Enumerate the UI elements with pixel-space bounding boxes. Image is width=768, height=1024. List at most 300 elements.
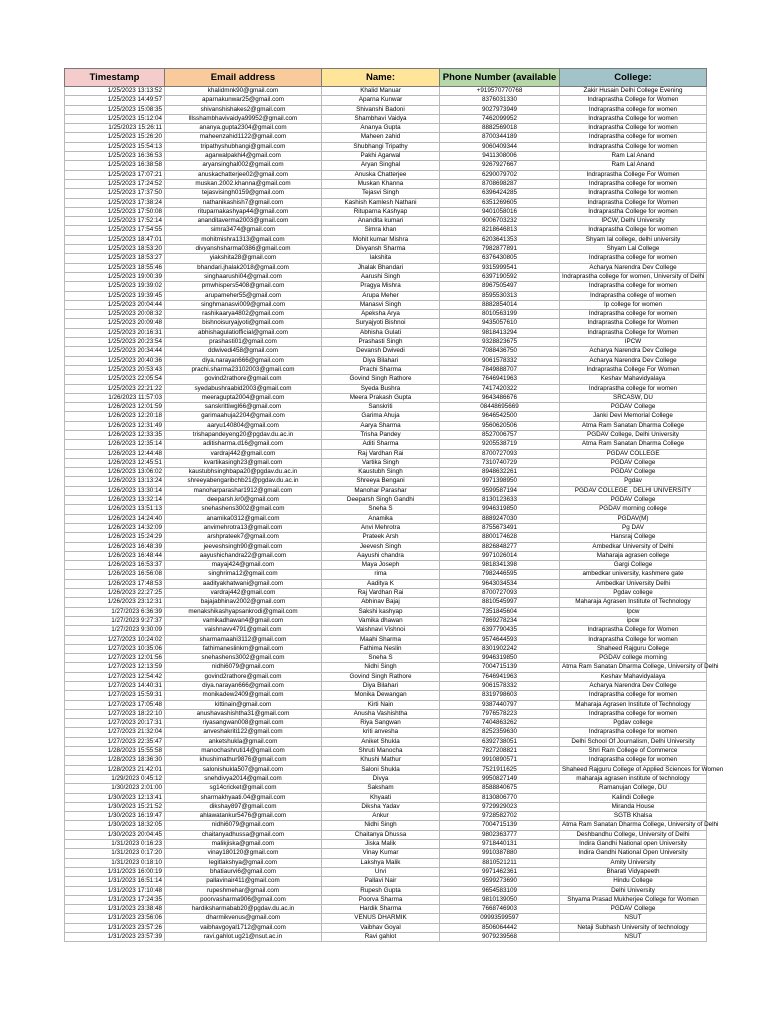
- phone-cell[interactable]: 8319798603: [440, 691, 560, 700]
- email-cell[interactable]: nidhi6079@gmail.com: [165, 663, 322, 672]
- column-header-email[interactable]: Email address: [165, 69, 322, 87]
- name-cell[interactable]: Meera Prakash Gupta: [322, 393, 440, 402]
- phone-cell[interactable]: 9971398950: [440, 477, 560, 486]
- college-cell[interactable]: NSUT: [560, 914, 707, 923]
- name-cell[interactable]: Ravi gahlot: [322, 933, 440, 942]
- phone-cell[interactable]: 9643034534: [440, 579, 560, 588]
- phone-cell[interactable]: 7982877891: [440, 245, 560, 254]
- email-cell[interactable]: ravi.gahlot.ug21@nsut.ac.in: [165, 933, 322, 942]
- name-cell[interactable]: Manohar Parashar: [322, 486, 440, 495]
- college-cell[interactable]: Indraprastha College for women: [560, 635, 707, 644]
- college-cell[interactable]: Indraprastha College for Women: [560, 626, 707, 635]
- phone-cell[interactable]: 8755673491: [440, 523, 560, 532]
- name-cell[interactable]: Urvi: [322, 867, 440, 876]
- name-cell[interactable]: Ananya Gupta: [322, 124, 440, 133]
- timestamp-cell[interactable]: 1/27/2023 15:59:31: [65, 691, 165, 700]
- name-cell[interactable]: Prachi Sharma: [322, 365, 440, 374]
- college-cell[interactable]: Indira Gandhi National open University: [560, 840, 707, 849]
- name-cell[interactable]: Anuska Chatterjee: [322, 170, 440, 179]
- timestamp-cell[interactable]: 1/25/2023 14:49:57: [65, 96, 165, 105]
- phone-cell[interactable]: 9060409344: [440, 142, 560, 151]
- college-cell[interactable]: Bharati Vidyapeeth: [560, 867, 707, 876]
- email-cell[interactable]: riyasangwan008@gmail.com: [165, 719, 322, 728]
- phone-cell[interactable]: 9818413294: [440, 328, 560, 337]
- name-cell[interactable]: Raj Vardhan Rai: [322, 589, 440, 598]
- phone-cell[interactable]: 6203641353: [440, 235, 560, 244]
- email-cell[interactable]: khalidmnk90@gmail.com: [165, 87, 322, 96]
- email-cell[interactable]: aaryu140804@gmail.com: [165, 421, 322, 430]
- phone-cell[interactable]: 9574644593: [440, 635, 560, 644]
- email-cell[interactable]: vinay180120@gmail.com: [165, 849, 322, 858]
- name-cell[interactable]: Garima Ahuja: [322, 412, 440, 421]
- timestamp-cell[interactable]: 1/31/2023 23:57:39: [65, 933, 165, 942]
- email-cell[interactable]: bhandari.jhalak2018@gmail.com: [165, 263, 322, 272]
- phone-cell[interactable]: 8800174628: [440, 533, 560, 542]
- phone-cell[interactable]: 8130123633: [440, 496, 560, 505]
- name-cell[interactable]: Aditi Sharma: [322, 440, 440, 449]
- phone-cell[interactable]: 7004715139: [440, 821, 560, 830]
- college-cell[interactable]: Indraprastha College for Women: [560, 328, 707, 337]
- email-cell[interactable]: singhrima12@gmail.com: [165, 570, 322, 579]
- email-cell[interactable]: monikadew2409@gmail.com: [165, 691, 322, 700]
- phone-cell[interactable]: 9910890571: [440, 756, 560, 765]
- phone-cell[interactable]: 7351845604: [440, 607, 560, 616]
- name-cell[interactable]: Suryajyoti Bishnoi: [322, 319, 440, 328]
- timestamp-cell[interactable]: 1/25/2023 20:04:44: [65, 300, 165, 309]
- phone-cell[interactable]: 8595530313: [440, 291, 560, 300]
- email-cell[interactable]: kvartikasingh23@gmail.com: [165, 458, 322, 467]
- email-cell[interactable]: sanskrittiwgl66@gmail.com: [165, 403, 322, 412]
- college-cell[interactable]: PGDAV College: [560, 458, 707, 467]
- timestamp-cell[interactable]: 1/26/2023 16:56:08: [65, 570, 165, 579]
- phone-cell[interactable]: 6397790435: [440, 626, 560, 635]
- phone-cell[interactable]: 9971462361: [440, 867, 560, 876]
- email-cell[interactable]: meeragupta2004@gmail.com: [165, 393, 322, 402]
- email-cell[interactable]: aryansinghal002@gmail.com: [165, 161, 322, 170]
- email-cell[interactable]: abhishagulatiofficial@gmail.com: [165, 328, 322, 337]
- college-cell[interactable]: Maharaja agrasen college: [560, 551, 707, 560]
- timestamp-cell[interactable]: 1/25/2023 18:47:01: [65, 235, 165, 244]
- email-cell[interactable]: singhmanasvi009@gmail.com: [165, 300, 322, 309]
- name-cell[interactable]: Anamika: [322, 514, 440, 523]
- email-cell[interactable]: govind2rathore@gmail.com: [165, 375, 322, 384]
- phone-cell[interactable]: 7310740729: [440, 458, 560, 467]
- phone-cell[interactable]: 9643486676: [440, 393, 560, 402]
- email-cell[interactable]: hardiksharmabab20@pgdav.du.ac.in: [165, 905, 322, 914]
- email-cell[interactable]: poorvasharma906@gmail.com: [165, 895, 322, 904]
- email-cell[interactable]: prashasti01@gmail.com: [165, 338, 322, 347]
- college-cell[interactable]: Keshav Mahavidyalaya: [560, 375, 707, 384]
- college-cell[interactable]: Indraprastha college for women: [560, 691, 707, 700]
- timestamp-cell[interactable]: 1/27/2023 6:36:39: [65, 607, 165, 616]
- timestamp-cell[interactable]: 1/25/2023 19:00:39: [65, 272, 165, 281]
- timestamp-cell[interactable]: 1/27/2023 22:35:47: [65, 737, 165, 746]
- college-cell[interactable]: PGDAV COLLEGE , DELHI UNIVERSITY: [560, 486, 707, 495]
- timestamp-cell[interactable]: 1/31/2023 0:16:23: [65, 840, 165, 849]
- timestamp-cell[interactable]: 1/27/2023 12:13:59: [65, 663, 165, 672]
- timestamp-cell[interactable]: 1/25/2023 20:16:31: [65, 328, 165, 337]
- email-cell[interactable]: rashikaarya4802@gmail.com: [165, 310, 322, 319]
- timestamp-cell[interactable]: 1/26/2023 22:27:25: [65, 589, 165, 598]
- phone-cell[interactable]: 9946319850: [440, 505, 560, 514]
- phone-cell[interactable]: 7521911625: [440, 765, 560, 774]
- college-cell[interactable]: Indraprastha College for women: [560, 124, 707, 133]
- email-cell[interactable]: arupameher55@gmail.com: [165, 291, 322, 300]
- name-cell[interactable]: Diya Bilahari: [322, 682, 440, 691]
- phone-cell[interactable]: 7646941963: [440, 375, 560, 384]
- phone-cell[interactable]: 8889247030: [440, 514, 560, 523]
- college-cell[interactable]: Indraprastha college for women: [560, 709, 707, 718]
- phone-cell[interactable]: 8588840675: [440, 784, 560, 793]
- name-cell[interactable]: Aarushi Singh: [322, 272, 440, 281]
- phone-cell[interactable]: 9027973949: [440, 105, 560, 114]
- name-cell[interactable]: Trisha Pandey: [322, 430, 440, 439]
- phone-cell[interactable]: 9006703232: [440, 217, 560, 226]
- timestamp-cell[interactable]: 1/31/2023 17:24:35: [65, 895, 165, 904]
- timestamp-cell[interactable]: 1/25/2023 19:39:02: [65, 282, 165, 291]
- email-cell[interactable]: kaustubhsinghbapa20@pgdav.du.ac.in: [165, 468, 322, 477]
- timestamp-cell[interactable]: 1/27/2023 14:40:31: [65, 682, 165, 691]
- college-cell[interactable]: Indraprastha College For Women: [560, 170, 707, 179]
- email-cell[interactable]: pmwhispers5408@gmail.com: [165, 282, 322, 291]
- phone-cell[interactable]: 7417420322: [440, 384, 560, 393]
- college-cell[interactable]: Ipcw: [560, 607, 707, 616]
- phone-cell[interactable]: 8506064442: [440, 923, 560, 932]
- timestamp-cell[interactable]: 1/27/2023 9:30:09: [65, 626, 165, 635]
- name-cell[interactable]: Shivanshi Badoni: [322, 105, 440, 114]
- timestamp-cell[interactable]: 1/26/2023 12:44:48: [65, 449, 165, 458]
- name-cell[interactable]: Diksha Yadav: [322, 802, 440, 811]
- phone-cell[interactable]: 8130806770: [440, 793, 560, 802]
- college-cell[interactable]: NSUT: [560, 933, 707, 942]
- phone-cell[interactable]: 8218646813: [440, 226, 560, 235]
- college-cell[interactable]: Gargi College: [560, 561, 707, 570]
- college-cell[interactable]: Indraprastha college for women, University of Delhi: [560, 272, 707, 281]
- email-cell[interactable]: legitlakshya@gmail.com: [165, 858, 322, 867]
- phone-cell[interactable]: 8010563199: [440, 310, 560, 319]
- name-cell[interactable]: Abhisha Gulati: [322, 328, 440, 337]
- name-cell[interactable]: Vaibhav Goyal: [322, 923, 440, 932]
- college-cell[interactable]: Indraprastha college for women: [560, 282, 707, 291]
- college-cell[interactable]: Indraprastha college for women: [560, 179, 707, 188]
- timestamp-cell[interactable]: 1/28/2023 15:55:58: [65, 747, 165, 756]
- name-cell[interactable]: Manasvi Singh: [322, 300, 440, 309]
- name-cell[interactable]: Khushi Mathur: [322, 756, 440, 765]
- phone-cell[interactable]: 8882569018: [440, 124, 560, 133]
- college-cell[interactable]: SRCASW, DU: [560, 393, 707, 402]
- email-cell[interactable]: garimaahuja2204@gmail.com: [165, 412, 322, 421]
- email-cell[interactable]: govind2rathore@gmail.com: [165, 672, 322, 681]
- timestamp-cell[interactable]: 1/31/2023 17:10:48: [65, 886, 165, 895]
- name-cell[interactable]: Anvi Mehrotra: [322, 523, 440, 532]
- name-cell[interactable]: Abhinav Bajaj: [322, 598, 440, 607]
- name-cell[interactable]: Sanskriti: [322, 403, 440, 412]
- timestamp-cell[interactable]: 1/25/2023 15:08:35: [65, 105, 165, 114]
- timestamp-cell[interactable]: 1/26/2023 12:01:59: [65, 403, 165, 412]
- email-cell[interactable]: simra3474@gmail.com: [165, 226, 322, 235]
- college-cell[interactable]: Indraprastha College for women: [560, 226, 707, 235]
- email-cell[interactable]: bajajabhinav2002@gmail.com: [165, 598, 322, 607]
- timestamp-cell[interactable]: 1/31/2023 16:00:19: [65, 867, 165, 876]
- email-cell[interactable]: sharmamaahi3112@gmail.com: [165, 635, 322, 644]
- college-cell[interactable]: Indraprastha College for Women: [560, 319, 707, 328]
- timestamp-cell[interactable]: 1/27/2023 17:05:48: [65, 700, 165, 709]
- name-cell[interactable]: kriti anvesha: [322, 728, 440, 737]
- email-cell[interactable]: mayaj424@gmail.com: [165, 561, 322, 570]
- timestamp-cell[interactable]: 1/25/2023 20:09:48: [65, 319, 165, 328]
- college-cell[interactable]: Hindu College: [560, 877, 707, 886]
- college-cell[interactable]: Indraprastha college of women: [560, 291, 707, 300]
- phone-cell[interactable]: 9946319850: [440, 654, 560, 663]
- email-cell[interactable]: muskan.2002.khanna@gmail.com: [165, 179, 322, 188]
- college-cell[interactable]: Shyam Lal College: [560, 245, 707, 254]
- college-cell[interactable]: Indraprastha College for Women: [560, 198, 707, 207]
- phone-cell[interactable]: 8527006757: [440, 430, 560, 439]
- name-cell[interactable]: Khyaati: [322, 793, 440, 802]
- college-cell[interactable]: Indraprastha College for women: [560, 189, 707, 198]
- college-cell[interactable]: Indraprastha College For Women: [560, 365, 707, 374]
- timestamp-cell[interactable]: 1/25/2023 17:54:55: [65, 226, 165, 235]
- timestamp-cell[interactable]: 1/31/2023 0:17:20: [65, 849, 165, 858]
- column-header-phone[interactable]: Phone Number (available: [440, 69, 560, 87]
- phone-cell[interactable]: 9910387880: [440, 849, 560, 858]
- phone-cell[interactable]: 9205538719: [440, 440, 560, 449]
- name-cell[interactable]: Maheen zahid: [322, 133, 440, 142]
- name-cell[interactable]: Kaustubh Singh: [322, 468, 440, 477]
- college-cell[interactable]: Ambedkar University Delhi: [560, 579, 707, 588]
- college-cell[interactable]: PGDAV College: [560, 468, 707, 477]
- email-cell[interactable]: ddwivedi458@gmail.com: [165, 347, 322, 356]
- timestamp-cell[interactable]: 1/27/2023 10:24:02: [65, 635, 165, 644]
- timestamp-cell[interactable]: 1/27/2023 12:01:56: [65, 654, 165, 663]
- phone-cell[interactable]: 9328823675: [440, 338, 560, 347]
- phone-cell[interactable]: 08448695669: [440, 403, 560, 412]
- email-cell[interactable]: khushimathur9876@gmail.com: [165, 756, 322, 765]
- timestamp-cell[interactable]: 1/26/2023 12:45:51: [65, 458, 165, 467]
- name-cell[interactable]: Devansh Dwivedi: [322, 347, 440, 356]
- name-cell[interactable]: Kirti Nain: [322, 700, 440, 709]
- phone-cell[interactable]: 6351269605: [440, 198, 560, 207]
- college-cell[interactable]: Atma Ram Sanatan Dharma College: [560, 440, 707, 449]
- college-cell[interactable]: Shyama Prasad Mukherjee College for Women: [560, 895, 707, 904]
- email-cell[interactable]: diya.narayan666@gmail.com: [165, 682, 322, 691]
- college-cell[interactable]: Indraprastha College for women: [560, 142, 707, 151]
- email-cell[interactable]: yiakshita28@gmail.com: [165, 254, 322, 263]
- timestamp-cell[interactable]: 1/26/2023 13:06:02: [65, 468, 165, 477]
- email-cell[interactable]: anvimehrotra13@gmail.com: [165, 523, 322, 532]
- college-cell[interactable]: Shri Ram College of Commerce: [560, 747, 707, 756]
- email-cell[interactable]: vamikadhawan4@gmail.com: [165, 616, 322, 625]
- timestamp-cell[interactable]: 1/26/2023 11:57:03: [65, 393, 165, 402]
- timestamp-cell[interactable]: 1/31/2023 23:57:26: [65, 923, 165, 932]
- name-cell[interactable]: Pragya Mishra: [322, 282, 440, 291]
- college-cell[interactable]: Atma Ram Sanatan Dharma College, University of Delhi: [560, 663, 707, 672]
- timestamp-cell[interactable]: 1/25/2023 22:21:22: [65, 384, 165, 393]
- name-cell[interactable]: Anandita kumari: [322, 217, 440, 226]
- name-cell[interactable]: Shubhangi Tripathy: [322, 142, 440, 151]
- name-cell[interactable]: Aryan Singhal: [322, 161, 440, 170]
- email-cell[interactable]: singhaarushi04@gmail.com: [165, 272, 322, 281]
- timestamp-cell[interactable]: 1/27/2023 21:32:04: [65, 728, 165, 737]
- name-cell[interactable]: Tejasvi Singh: [322, 189, 440, 198]
- timestamp-cell[interactable]: 1/25/2023 20:08:32: [65, 310, 165, 319]
- phone-cell[interactable]: 8700344189: [440, 133, 560, 142]
- name-cell[interactable]: Muskan Khanna: [322, 179, 440, 188]
- college-cell[interactable]: Maharaja Agrasen Institute of Technology: [560, 700, 707, 709]
- name-cell[interactable]: Fathima Neslin: [322, 644, 440, 653]
- timestamp-cell[interactable]: 1/25/2023 20:40:36: [65, 356, 165, 365]
- college-cell[interactable]: Ram Lal Anand: [560, 161, 707, 170]
- college-cell[interactable]: Maharaja Agrasen Institute of Technology: [560, 598, 707, 607]
- name-cell[interactable]: Hardik Sharma: [322, 905, 440, 914]
- phone-cell[interactable]: 6290079702: [440, 170, 560, 179]
- email-cell[interactable]: pallavinair411@gmail.com: [165, 877, 322, 886]
- email-cell[interactable]: kittinain@gmail.com: [165, 700, 322, 709]
- timestamp-cell[interactable]: 1/25/2023 15:54:13: [65, 142, 165, 151]
- email-cell[interactable]: tripathyshubhangi@gmail.com: [165, 142, 322, 151]
- timestamp-cell[interactable]: 1/25/2023 15:26:20: [65, 133, 165, 142]
- email-cell[interactable]: mohitmishra1313@gmail.com: [165, 235, 322, 244]
- phone-cell[interactable]: 9818341398: [440, 561, 560, 570]
- email-cell[interactable]: malikjiska@gmail.com: [165, 840, 322, 849]
- phone-cell[interactable]: 9718440131: [440, 840, 560, 849]
- email-cell[interactable]: chaitanyadhussa@gmail.com: [165, 830, 322, 839]
- name-cell[interactable]: Simra khan: [322, 226, 440, 235]
- name-cell[interactable]: Shruti Manocha: [322, 747, 440, 756]
- phone-cell[interactable]: 7976578223: [440, 709, 560, 718]
- name-cell[interactable]: Sneha S: [322, 505, 440, 514]
- college-cell[interactable]: Ip college for women: [560, 300, 707, 309]
- timestamp-cell[interactable]: 1/25/2023 17:07:21: [65, 170, 165, 179]
- timestamp-cell[interactable]: 1/30/2023 16:19:47: [65, 812, 165, 821]
- email-cell[interactable]: shivanshishakes2@gmail.com: [165, 105, 322, 114]
- college-cell[interactable]: Indraprastha college for women: [560, 310, 707, 319]
- email-cell[interactable]: prachi.sharma23102003@gmail.com: [165, 365, 322, 374]
- timestamp-cell[interactable]: 1/25/2023 19:39:45: [65, 291, 165, 300]
- timestamp-cell[interactable]: 1/28/2023 18:36:30: [65, 756, 165, 765]
- timestamp-cell[interactable]: 1/31/2023 23:56:06: [65, 914, 165, 923]
- college-cell[interactable]: PGDAV morning college: [560, 505, 707, 514]
- timestamp-cell[interactable]: 1/30/2023 2:01:00: [65, 784, 165, 793]
- college-cell[interactable]: PGDAV College: [560, 905, 707, 914]
- email-cell[interactable]: vaibhavgoyal1712@gmail.com: [165, 923, 322, 932]
- timestamp-cell[interactable]: 1/25/2023 17:52:14: [65, 217, 165, 226]
- college-cell[interactable]: Indraprastha college for women: [560, 384, 707, 393]
- email-cell[interactable]: agarwalpakhi4@gmail.com: [165, 152, 322, 161]
- college-cell[interactable]: Ambedkar University of Delhi: [560, 542, 707, 551]
- timestamp-cell[interactable]: 1/26/2023 13:32:14: [65, 496, 165, 505]
- name-cell[interactable]: Pallavi Nair: [322, 877, 440, 886]
- phone-cell[interactable]: 9728582702: [440, 812, 560, 821]
- name-cell[interactable]: Prateek Arsh: [322, 533, 440, 542]
- timestamp-cell[interactable]: 1/25/2023 18:53:27: [65, 254, 165, 263]
- email-cell[interactable]: deeparsh.kr0@gmail.com: [165, 496, 322, 505]
- phone-cell[interactable]: 7668746903: [440, 905, 560, 914]
- phone-cell[interactable]: 6392738051: [440, 737, 560, 746]
- name-cell[interactable]: Nidhi Singh: [322, 663, 440, 672]
- timestamp-cell[interactable]: 1/30/2023 20:04:45: [65, 830, 165, 839]
- phone-cell[interactable]: 8708698287: [440, 179, 560, 188]
- name-cell[interactable]: Divya: [322, 774, 440, 783]
- email-cell[interactable]: bhatiaurvi6@gmail.com: [165, 867, 322, 876]
- email-cell[interactable]: aparnakunwar25@gmail.com: [165, 96, 322, 105]
- timestamp-cell[interactable]: 1/25/2023 16:38:58: [65, 161, 165, 170]
- phone-cell[interactable]: 8810545997: [440, 598, 560, 607]
- email-cell[interactable]: diya.narayan666@gmail.com: [165, 356, 322, 365]
- name-cell[interactable]: Govind Singh Rathore: [322, 375, 440, 384]
- college-cell[interactable]: Acharya Narendra Dev College: [560, 347, 707, 356]
- college-cell[interactable]: Indraprastha college for women: [560, 105, 707, 114]
- name-cell[interactable]: Khalid Manuar: [322, 87, 440, 96]
- name-cell[interactable]: Jiska Malik: [322, 840, 440, 849]
- timestamp-cell[interactable]: 1/26/2023 14:24:40: [65, 514, 165, 523]
- email-cell[interactable]: anushavashishtha31@gmail.com: [165, 709, 322, 718]
- college-cell[interactable]: Indraprastha College for women: [560, 207, 707, 216]
- name-cell[interactable]: Raj Vardhan Rai: [322, 449, 440, 458]
- college-cell[interactable]: Atma Ram Sanatan Dharma College, University of Delhi: [560, 821, 707, 830]
- college-cell[interactable]: Miranda House: [560, 802, 707, 811]
- email-cell[interactable]: syedabushraabid2003@gmail.com: [165, 384, 322, 393]
- timestamp-cell[interactable]: 1/27/2023 20:17:31: [65, 719, 165, 728]
- college-cell[interactable]: Pgdav college: [560, 719, 707, 728]
- college-cell[interactable]: Hansraj College: [560, 533, 707, 542]
- phone-cell[interactable]: 9654583109: [440, 886, 560, 895]
- phone-cell[interactable]: 7982446595: [440, 570, 560, 579]
- phone-cell[interactable]: 7849888707: [440, 365, 560, 374]
- timestamp-cell[interactable]: 1/26/2023 13:30:14: [65, 486, 165, 495]
- name-cell[interactable]: Diya Bilahari: [322, 356, 440, 365]
- college-cell[interactable]: maharaja agrasen institute of technology: [560, 774, 707, 783]
- phone-cell[interactable]: 9401058016: [440, 207, 560, 216]
- phone-cell[interactable]: 7004715139: [440, 663, 560, 672]
- timestamp-cell[interactable]: 1/25/2023 18:53:20: [65, 245, 165, 254]
- phone-cell[interactable]: 9599587194: [440, 486, 560, 495]
- phone-cell[interactable]: 7404863262: [440, 719, 560, 728]
- college-cell[interactable]: Indraprastha college for women: [560, 254, 707, 263]
- timestamp-cell[interactable]: 1/26/2023 16:48:39: [65, 542, 165, 551]
- name-cell[interactable]: Aaditya K: [322, 579, 440, 588]
- phone-cell[interactable]: 6397190592: [440, 272, 560, 281]
- timestamp-cell[interactable]: 1/26/2023 23:12:31: [65, 598, 165, 607]
- email-cell[interactable]: bishnoisuryajyoti@gmail.com: [165, 319, 322, 328]
- college-cell[interactable]: IPCW: [560, 338, 707, 347]
- name-cell[interactable]: Saksham: [322, 784, 440, 793]
- timestamp-cell[interactable]: 1/26/2023 12:33:35: [65, 430, 165, 439]
- name-cell[interactable]: Arupa Meher: [322, 291, 440, 300]
- timestamp-cell[interactable]: 1/26/2023 12:31:49: [65, 421, 165, 430]
- college-cell[interactable]: Shyam lal college, delhi university: [560, 235, 707, 244]
- timestamp-cell[interactable]: 1/26/2023 16:53:37: [65, 561, 165, 570]
- timestamp-cell[interactable]: 1/30/2023 18:32:05: [65, 821, 165, 830]
- name-cell[interactable]: Shambhavi Vaidya: [322, 114, 440, 123]
- name-cell[interactable]: VENUS DHARMIK: [322, 914, 440, 923]
- name-cell[interactable]: Shreeya Bengani: [322, 477, 440, 486]
- timestamp-cell[interactable]: 1/26/2023 12:35:14: [65, 440, 165, 449]
- timestamp-cell[interactable]: 1/27/2023 12:54:42: [65, 672, 165, 681]
- college-cell[interactable]: Pgdav college: [560, 589, 707, 598]
- email-cell[interactable]: rituparnakashyap44@gmail.com: [165, 207, 322, 216]
- phone-cell[interactable]: 7088436750: [440, 347, 560, 356]
- college-cell[interactable]: Atma Ram Sanatan Dharma College: [560, 421, 707, 430]
- name-cell[interactable]: Divyansh Sharma: [322, 245, 440, 254]
- phone-cell[interactable]: 8700727093: [440, 449, 560, 458]
- email-cell[interactable]: rupeshmehar@gmail.com: [165, 886, 322, 895]
- email-cell[interactable]: shreeyabengaribchb21@pgdav.du.ac.in: [165, 477, 322, 486]
- email-cell[interactable]: anveshakriti122@gmail.com: [165, 728, 322, 737]
- college-cell[interactable]: PGDAV COLLEGE: [560, 449, 707, 458]
- timestamp-cell[interactable]: 1/29/2023 0:45:12: [65, 774, 165, 783]
- email-cell[interactable]: fathimaneslinkm@gmail.com: [165, 644, 322, 653]
